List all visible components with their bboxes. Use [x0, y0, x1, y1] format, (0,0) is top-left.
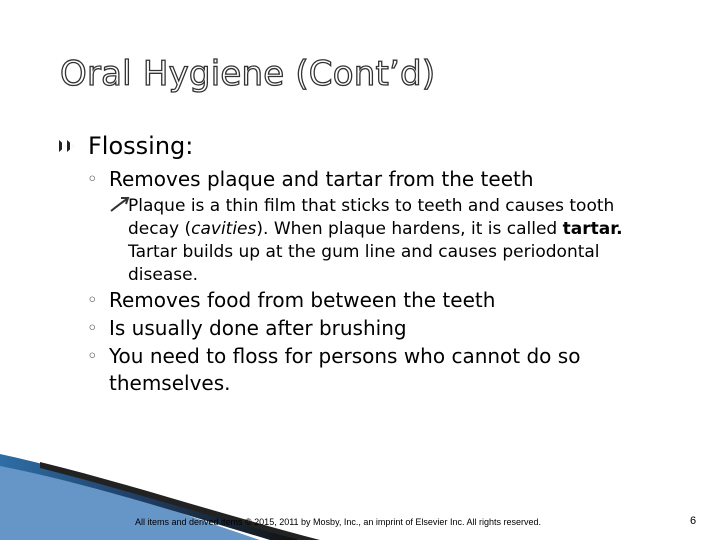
ribbon-bullet-icon	[58, 139, 76, 153]
copyright-footer: All items and derived items © 2015, 2011 by Mosby, Inc., an imprint of Elsevier Inc. All rights reserved.	[135, 517, 541, 527]
sub-bullet-point	[110, 195, 670, 287]
bullet-text: You need to floss for persons who cannot do so themselves.	[109, 344, 581, 395]
slide-title: Oral Hygiene (Cont’d)	[60, 54, 436, 94]
bullet-point	[87, 166, 677, 193]
plaque-term: Plaque	[128, 196, 186, 216]
bullet-point	[87, 315, 677, 342]
definition-part-b: ). When plaque hardens, it is called	[256, 219, 563, 239]
bullet-point	[87, 287, 677, 314]
circle-bullet-icon: ◦	[87, 318, 98, 339]
circle-bullet-icon: ◦	[87, 290, 98, 311]
circle-bullet-icon: ◦	[87, 169, 98, 190]
bullet-text: Removes food from between the teeth	[109, 288, 496, 312]
flossing-heading: Flossing:	[88, 132, 194, 160]
plaque-definition	[128, 195, 670, 287]
cavities-term: cavities	[191, 219, 257, 239]
bullet-text: Removes plaque and tartar from the teeth	[109, 167, 534, 191]
bullet-point	[87, 343, 677, 397]
page-number: 6	[690, 515, 697, 527]
tartar-term: tartar.	[562, 219, 623, 239]
arrow-bullet-icon	[110, 195, 130, 215]
bullet-text: Is usually done after brushing	[109, 316, 407, 340]
definition-part-a: is a thin film that sticks to teeth and causes tooth decay (	[128, 196, 615, 239]
circle-bullet-icon: ◦	[87, 346, 98, 367]
definition-part-c: Tartar builds up at the gum line and causes periodontal disease.	[128, 242, 600, 285]
